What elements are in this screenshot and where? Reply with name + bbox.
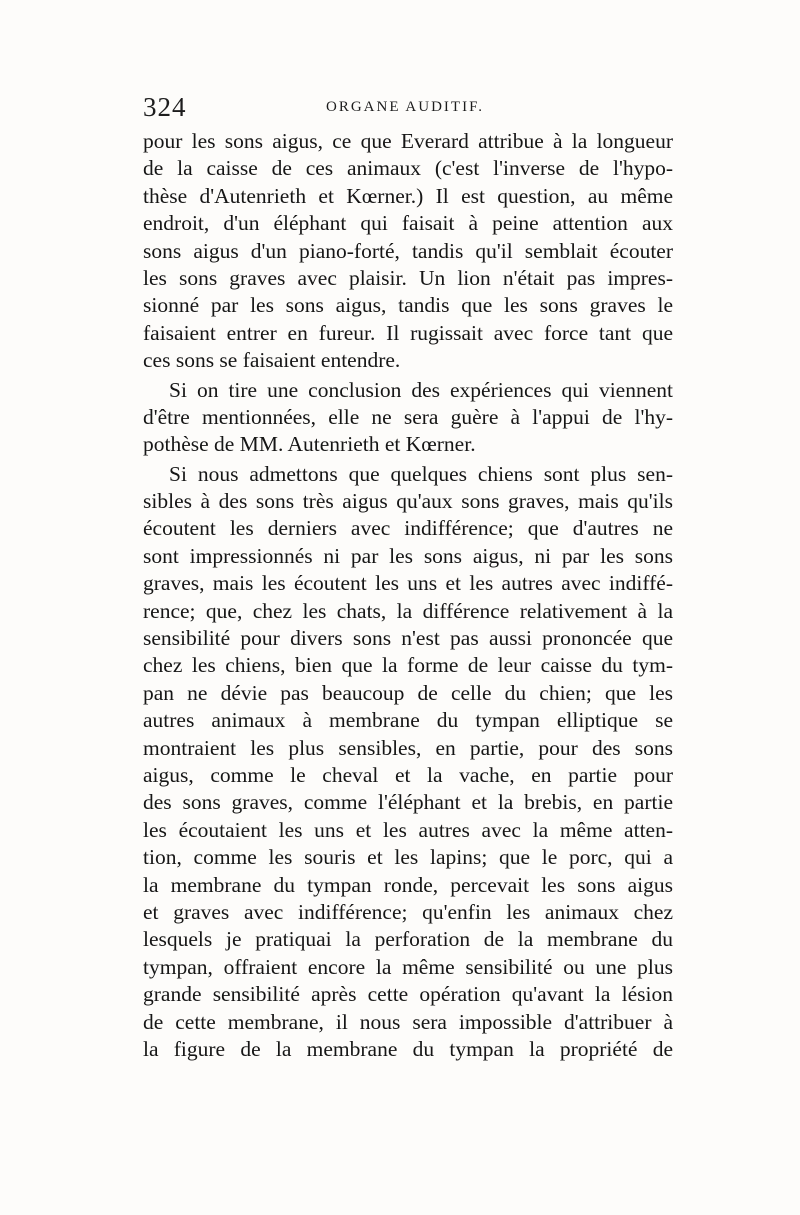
- paragraph-end-line: pothèse de MM. Autenrieth et Kœrner.: [143, 432, 476, 457]
- text-line: de la caisse de ces animaux (c'est l'inverse de l'hypo-: [143, 156, 673, 181]
- text-line: rence; que, chez les chats, la différence relativement à la: [143, 598, 673, 623]
- text-line: écoutent les derniers avec indifférence; que d'autres ne: [143, 516, 673, 541]
- text-line: et graves avec indifférence; qu'enfin les animaux chez: [143, 899, 673, 924]
- text-line: autres animaux à membrane du tympan elliptique se: [143, 708, 673, 733]
- text-line: faisaient entrer en fureur. Il rugissait avec force tant que: [143, 320, 673, 345]
- text-line: tympan, offraient encore la même sensibilité ou une plus: [143, 954, 673, 979]
- text-line: lesquels je pratiquai la perforation de la membrane du: [143, 927, 673, 952]
- text-line: montraient les plus sensibles, en partie, pour des sons: [143, 735, 673, 760]
- text-line: les écoutaient les uns et les autres avec la même atten-: [143, 817, 673, 842]
- text-line: tion, comme les souris et les lapins; que le porc, qui a: [143, 845, 673, 870]
- text-line: grande sensibilité après cette opération qu'avant la lésion: [143, 982, 673, 1007]
- text-line: la figure de la membrane du tympan la propriété de: [143, 1036, 673, 1061]
- text-line: graves, mais les écoutent les uns et les autres avec indiffé-: [143, 571, 673, 596]
- text-line: d'être mentionnées, elle ne sera guère à l'appui de l'hy-: [143, 404, 673, 429]
- text-line: sionné par les sons aigus, tandis que les sons graves le: [143, 293, 673, 318]
- paragraph-start-line: Si nous admettons que quelques chiens sont plus sen-: [169, 461, 673, 486]
- text-line: chez les chiens, bien que la forme de leur caisse du tym-: [143, 653, 673, 678]
- page-number: 324: [143, 92, 187, 122]
- body-text: [143, 128, 673, 1063]
- text-line: la membrane du tympan ronde, percevait les sons aigus: [143, 872, 673, 897]
- paragraph-start-line: Si on tire une conclusion des expériences qui viennent: [169, 377, 673, 402]
- paragraph-end-line: ces sons se faisaient entendre.: [143, 348, 401, 373]
- running-title: ORGANE AUDITIF.: [326, 99, 484, 115]
- text-line: endroit, d'un éléphant qui faisait à peine attention aux: [143, 211, 673, 236]
- text-line: sont impressionnés ni par les sons aigus, ni par les sons: [143, 543, 673, 568]
- text-line: pour les sons aigus, ce que Everard attribue à la longueur: [143, 129, 673, 153]
- text-line: sensibilité pour divers sons n'est pas aussi prononcée que: [143, 626, 673, 651]
- text-line: de cette membrane, il nous sera impossible d'attribuer à: [143, 1009, 673, 1034]
- text-line: les sons graves avec plaisir. Un lion n'était pas impres-: [143, 265, 673, 290]
- text-line: thèse d'Autenrieth et Kœrner.) Il est question, au même: [143, 183, 673, 208]
- text-line: aigus, comme le cheval et la vache, en partie pour: [143, 762, 673, 787]
- text-line: sibles à des sons très aigus qu'aux sons graves, mais qu'ils: [143, 489, 673, 514]
- text-line: pan ne dévie pas beaucoup de celle du chien; que les: [143, 680, 673, 705]
- text-line: des sons graves, comme l'éléphant et la brebis, en partie: [143, 790, 673, 815]
- text-line: sons aigus d'un piano-forté, tandis qu'il semblait écouter: [143, 238, 673, 263]
- page-header: [143, 92, 663, 122]
